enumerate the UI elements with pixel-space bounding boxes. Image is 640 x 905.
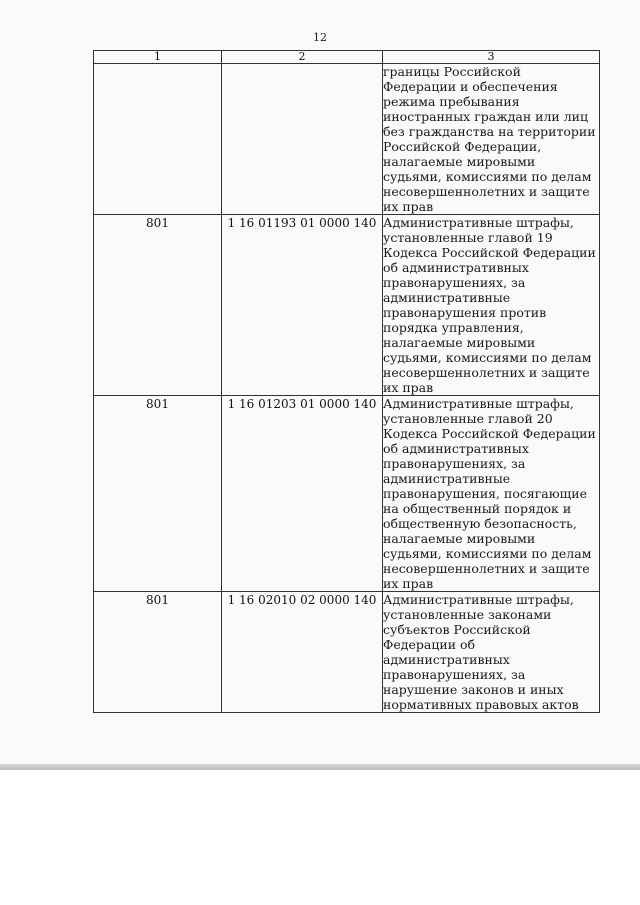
description-line: налагаемые мировыми [383, 154, 536, 169]
description-line: без гражданства на территории [383, 124, 596, 139]
description-line: их прав [383, 576, 434, 591]
table-row [94, 215, 600, 396]
description-line: правонарушения против [383, 305, 547, 320]
description-line: об административных [383, 441, 529, 456]
description-line: правонарушениях, за [383, 667, 526, 682]
description-line: несовершеннолетних и защите [383, 561, 590, 576]
description-line: нарушение законов и иных [383, 682, 564, 697]
kbk-code-cell: 1 16 01203 01 0000 140 [222, 396, 383, 592]
page-edge-shadow [0, 764, 640, 770]
description-line: границы Российской [383, 64, 521, 79]
description-cell [383, 396, 600, 592]
description-line: правонарушения, посягающие [383, 486, 587, 501]
description-line: установленные главой 20 [383, 411, 553, 426]
description-line: несовершеннолетних и защите [383, 365, 590, 380]
table-header-row [94, 51, 600, 64]
description-line: несовершеннолетних и защите [383, 184, 590, 199]
table-body [94, 64, 600, 713]
column-header-2: 2 [222, 51, 383, 64]
table-row [94, 396, 600, 592]
description-line: об административных [383, 260, 529, 275]
description-line: установленные главой 19 [383, 230, 553, 245]
description-line: нормативных правовых актов [383, 697, 579, 712]
description-cell [383, 64, 600, 215]
description-line: налагаемые мировыми [383, 335, 536, 350]
description-line: Российской Федерации, [383, 139, 542, 154]
description-line: Административные штрафы, [383, 215, 574, 230]
page-number: 12 [313, 31, 327, 44]
description-line: Федерации и обеспечения [383, 79, 558, 94]
table-row [94, 64, 600, 215]
admin-code-cell: 801 [94, 396, 222, 592]
budget-codes-table [93, 50, 600, 713]
admin-code-cell: 801 [94, 592, 222, 713]
description-line: правонарушениях, за [383, 456, 526, 471]
kbk-code-cell: 1 16 01193 01 0000 140 [222, 215, 383, 396]
description-line: Кодекса Российской Федерации [383, 426, 596, 441]
description-line: субъектов Российской [383, 622, 531, 637]
description-line: порядка управления, [383, 320, 524, 335]
column-header-3: 3 [383, 51, 600, 64]
description-line: иностранных граждан или лиц [383, 109, 589, 124]
description-line: административные [383, 471, 511, 486]
admin-code-cell: 801 [94, 215, 222, 396]
description-line: установленные законами [383, 607, 552, 622]
description-line: Административные штрафы, [383, 396, 574, 411]
description-line: режима пребывания [383, 94, 520, 109]
description-line: судьями, комиссиями по делам [383, 546, 592, 561]
description-cell [383, 215, 600, 396]
description-line: их прав [383, 199, 434, 214]
table-row [94, 592, 600, 713]
description-line: Федерации об [383, 637, 476, 652]
description-line: Административные штрафы, [383, 592, 574, 607]
description-line: правонарушениях, за [383, 275, 526, 290]
description-line: их прав [383, 380, 434, 395]
description-line: административные [383, 290, 511, 305]
description-line: судьями, комиссиями по делам [383, 169, 592, 184]
description-line: административных [383, 652, 510, 667]
description-line: налагаемые мировыми [383, 531, 536, 546]
description-line: общественную безопасность, [383, 516, 577, 531]
kbk-code-cell [222, 64, 383, 215]
description-cell [383, 592, 600, 713]
column-header-1: 1 [94, 51, 222, 64]
description-line: судьями, комиссиями по делам [383, 350, 592, 365]
description-line: Кодекса Российской Федерации [383, 245, 596, 260]
admin-code-cell [94, 64, 222, 215]
description-line: на общественный порядок и [383, 501, 572, 516]
kbk-code-cell: 1 16 02010 02 0000 140 [222, 592, 383, 713]
